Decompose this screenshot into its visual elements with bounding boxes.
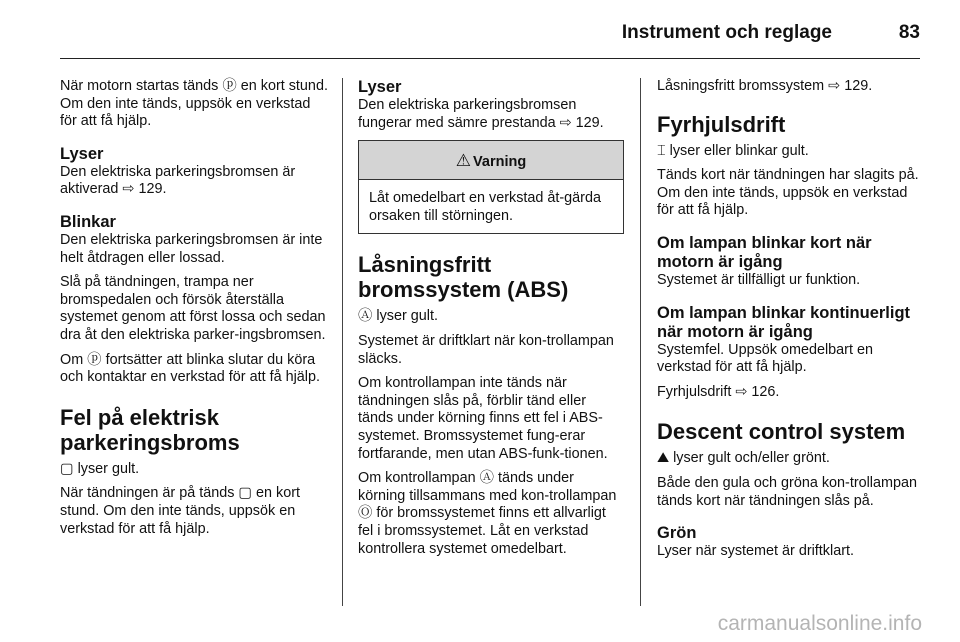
subheading-blinkar-kort: Om lampan blinkar kort när motorn är igång <box>657 233 872 271</box>
warning-triangle-icon: ⚠ <box>455 151 472 171</box>
paragraph: Slå på tändningen, trampa ner bromspedalen och försök återställa systemet genom att först lossa och sedan dra åt den elektriska parker-ingsbromsen. <box>60 274 326 343</box>
heading-abs: Låsningsfritt bromssystem (ABS) <box>358 252 569 303</box>
heading-descent-control: Descent control system <box>657 419 906 445</box>
paragraph: När motorn startas tänds ⓟ en kort stund. Om den inte tänds, uppsök en verkstad för att få hjälp. <box>60 78 328 130</box>
paragraph: Både den gula och gröna kon-trollampan tänds kort när tändningen slås på. <box>657 474 918 509</box>
header-title: Instrument och reglage <box>621 22 832 43</box>
warning-box <box>358 140 624 234</box>
paragraph: Den elektriska parkeringsbromsen är inte helt åtdragen eller lossad. <box>60 231 323 266</box>
subheading-lyser: Lyser <box>358 78 402 96</box>
warning-header <box>359 141 623 180</box>
subheading-gron: Grön <box>657 524 697 543</box>
paragraph: Låsningsfritt bromssystem ⇨ 129. <box>657 78 873 94</box>
column-divider-2 <box>640 78 641 606</box>
column-2 <box>358 78 624 565</box>
heading-fel-parkeringsbroms: Fel på elektrisk parkeringsbroms <box>60 404 240 455</box>
subheading-blinkar: Blinkar <box>60 212 116 231</box>
paragraph: Om kontrollampan inte tänds när tändningen slås på, förblir tänd eller tänds under körning finns ett fel i ABS-systemet. Bromssystemet fung-erar fortfarande, men utan ABS-funk-tionen. <box>358 375 608 462</box>
paragraph: ▢ lyser gult. <box>60 460 140 477</box>
subheading-blinkar-kontinuerligt: Om lampan blinkar kontinuerligt när motorn är igång <box>657 303 911 341</box>
subheading-lyser: Lyser <box>60 144 104 163</box>
paragraph: ⌶ lyser eller blinkar gult. <box>657 142 809 159</box>
column-divider-1 <box>342 78 343 606</box>
paragraph: När tändningen är på tänds ▢ en kort stund. Om den inte tänds, uppsök en verkstad för att få hjälp. <box>60 485 300 537</box>
paragraph: Ⓐ lyser gult. <box>358 308 438 325</box>
paragraph: Systemet är driftklart när kon-trollampan släcks. <box>358 332 614 367</box>
page-header <box>60 0 920 58</box>
warning-text: Låt omedelbart en verkstad åt-gärda orsaken till störningen. <box>369 190 601 224</box>
column-3 <box>657 78 922 568</box>
header-rule <box>60 58 920 59</box>
paragraph: Systemet är tillfälligt ur funktion. <box>657 271 861 288</box>
watermark: carmanualsonline.info <box>717 612 922 635</box>
paragraph: ⛰ lyser gult och/eller grönt. <box>657 450 830 467</box>
paragraph: Tänds kort när tändningen har slagits på. Om den inte tänds, uppsök en verkstad för att få hjälp. <box>657 167 919 219</box>
paragraph: Systemfel. Uppsök omedelbart en verkstad för att få hjälp. <box>657 341 873 376</box>
paragraph: Lyser när systemet är driftklart. <box>657 543 854 560</box>
page-number: 83 <box>898 22 920 43</box>
paragraph: Den elektriska parkeringsbromsen är aktiverad ⇨ 129. <box>60 163 296 198</box>
column-1 <box>60 78 330 545</box>
paragraph: Om kontrollampan Ⓐ tänds under körning tillsammans med kon-trollampan Ⓞ för bromssystemet finns ett allvarligt fel i bromssystemet. Låt en verkstad kontrollera systemet omedelbart. <box>358 470 617 557</box>
paragraph: Den elektriska parkeringsbromsen fungerar med sämre prestanda ⇨ 129. <box>358 97 604 131</box>
paragraph: Fyrhjulsdrift ⇨ 126. <box>657 383 780 400</box>
paragraph: Om ⓟ fortsätter att blinka slutar du köra och kontaktar en verkstad för att få hjälp. <box>60 351 320 386</box>
heading-fyrhjulsdrift: Fyrhjulsdrift <box>657 111 786 137</box>
warning-title: Varning <box>473 154 527 171</box>
